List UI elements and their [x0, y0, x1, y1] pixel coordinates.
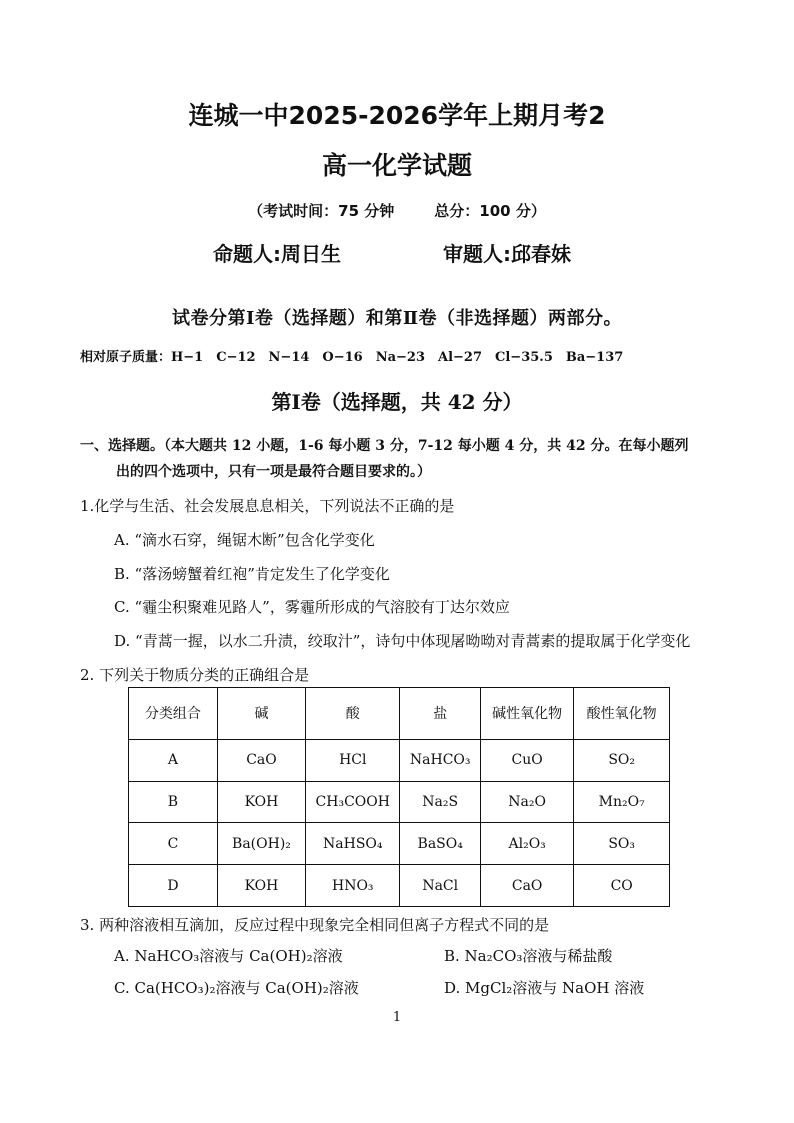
table-row [129, 823, 670, 865]
table-header: 盐 [400, 688, 480, 740]
table-cell: NaHSO₄ [306, 823, 400, 865]
table-header: 碱 [217, 688, 305, 740]
table-cell: SO₃ [574, 823, 670, 865]
question-reviewer: 审题人:邱春妹 [443, 242, 571, 266]
question-1-option-a: A. “滴水石穿，绳锯木断”包含化学变化 [114, 531, 375, 549]
table-header: 分类组合 [129, 688, 218, 740]
table-row [129, 739, 670, 781]
question-1-option-d: D. “青蒿一握，以水二升渍，绞取汁”，诗句中体现屠呦呦对青蒿素的提取属于化学变化 [114, 632, 691, 650]
exam-info [0, 200, 794, 221]
exam-subtitle: 高一化学试题 [321, 151, 472, 180]
table-cell: KOH [217, 781, 305, 823]
table-cell: NaHCO₃ [400, 739, 480, 781]
table-cell: Na₂O [480, 781, 573, 823]
table-cell: BaSO₄ [400, 823, 480, 865]
question-1-option-c: C. “霾尘积聚难见路人”，雾霾所形成的气溶胶有丁达尔效应 [114, 598, 510, 616]
question-1-option-b: B. “落汤螃蟹着红袍”肯定发生了化学变化 [114, 565, 390, 583]
table-cell: CH₃COOH [306, 781, 400, 823]
table-cell: KOH [217, 865, 305, 907]
classification-table [128, 687, 670, 907]
table-cell: CuO [480, 739, 573, 781]
table-cell: CaO [217, 739, 305, 781]
question-author: 命题人:周日生 [213, 242, 341, 266]
table-cell: HCl [306, 739, 400, 781]
table-cell: CO [574, 865, 670, 907]
instructions-line-2: 出的四个选项中，只有一项是最符合题目要求的。） [116, 464, 431, 480]
question-3-stem: 3. 两种溶液相互滴加，反应过程中现象完全相同但离子方程式不同的是 [80, 916, 550, 934]
question-2-stem: 2. 下列关于物质分类的正确组合是 [80, 666, 310, 684]
question-3-option-d: D. MgCl₂溶液与 NaOH 溶液 [444, 979, 645, 997]
exam-title: 连城一中2025-2026学年上期月考2 [188, 101, 606, 130]
table-cell: SO₂ [574, 739, 670, 781]
table-cell: Na₂S [400, 781, 480, 823]
table-cell: Mn₂O₇ [574, 781, 670, 823]
table-cell: CaO [480, 865, 573, 907]
table-header: 碱性氧化物 [480, 688, 573, 740]
page-number: 1 [392, 1010, 402, 1025]
table-cell: NaCl [400, 865, 480, 907]
atomic-masses: 相对原子质量：H−1 C−12 N−14 O−16 Na−23 Al−27 Cl−35.5 Ba−137 [80, 350, 624, 365]
total-score: 总分：100 分） [434, 202, 546, 220]
table-cell: C [129, 823, 218, 865]
question-3-option-c: C. Ca(HCO₃)₂溶液与 Ca(OH)₂溶液 [114, 979, 359, 997]
table-header: 酸性氧化物 [574, 688, 670, 740]
question-1-stem: 1.化学与生活、社会发展息息相关，下列说法不正确的是 [80, 497, 455, 515]
section-instructions [80, 433, 720, 485]
question-3-option-b: B. Na₂CO₃溶液与稀盐酸 [444, 947, 613, 965]
table-row [129, 781, 670, 823]
table-cell: HNO₃ [306, 865, 400, 907]
question-3-option-a: A. NaHCO₃溶液与 Ca(OH)₂溶液 [114, 947, 343, 965]
exam-time: （考试时间：75 分钟 [248, 202, 395, 220]
section-title: 第Ⅰ卷（选择题，共 42 分） [271, 390, 523, 414]
instructions-line-1: 一、选择题。（本大题共 12 小题，1-6 每小题 3 分，7-12 每小题 4 分，共 42 分。在每小题列 [80, 438, 689, 454]
table-cell: A [129, 739, 218, 781]
authors [213, 238, 633, 267]
table-cell: Al₂O₃ [480, 823, 573, 865]
paper-intro: 试卷分第Ⅰ卷（选择题）和第Ⅱ卷（非选择题）两部分。 [171, 308, 623, 329]
table-cell: Ba(OH)₂ [217, 823, 305, 865]
table-header: 酸 [306, 688, 400, 740]
table-header-row [129, 688, 670, 740]
table-cell: D [129, 865, 218, 907]
table-row [129, 865, 670, 907]
table-cell: B [129, 781, 218, 823]
